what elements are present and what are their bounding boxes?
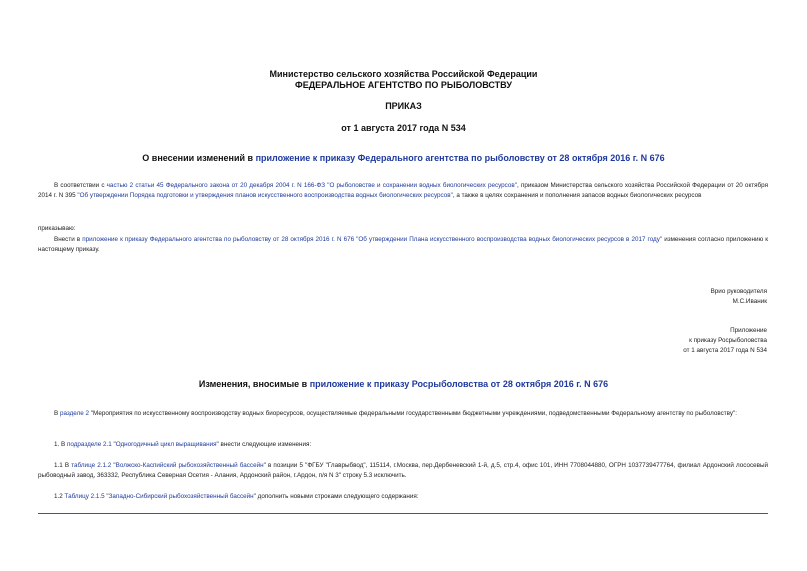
item11-text-2: " xyxy=(111,462,116,469)
preamble-text-1: В соответствии с xyxy=(54,182,107,189)
signature-position: Врио руководителя xyxy=(710,288,767,295)
item11-text-1: 1.1 В xyxy=(54,462,72,469)
item1-text-2: " xyxy=(111,441,116,448)
agency-heading: ФЕДЕРАЛЬНОЕ АГЕНТСТВО ПО РЫБОЛОВСТВУ xyxy=(295,80,512,90)
table-2-1-2-link[interactable]: таблице 2.1.2 xyxy=(71,462,112,469)
item11-text-3: " в позиции 5 "ФГБУ "Главрыбвод", 115114, г.Москва, пер.Дербеневский 1-й, д.5, стр.4, офис 101, ИНН 7708044880, ОГРН 1037739477764, филиал Ардонский лососевый рыбоводный завод, 363332, Республика Северная Осетия - Алания, Ардонский район, г.Ардон, п/я N 3" строку 5.3 исключить. xyxy=(38,462,769,479)
title-link[interactable]: приложение к приказу Федерального агентства по рыболовству от 28 октября 2016 г. N 676 xyxy=(255,153,665,163)
changes-title xyxy=(0,379,807,389)
preamble-text-2: , приказом Министерства сельского хозяйства Российской Федерации от 20 октября 2014 г. N 395 xyxy=(38,182,769,199)
order-paragraph xyxy=(38,235,768,255)
title-text: О внесении изменений в xyxy=(142,153,256,163)
signature-block xyxy=(711,287,767,307)
sec2-text-1: В xyxy=(54,410,60,417)
order-395-link[interactable]: "Об утверждении Порядка подготовки и утверждения планов искусственного воспроизводства водных биологических ресурсов" xyxy=(77,192,453,199)
item1-text-1: 1. В xyxy=(54,441,67,448)
item12-text-1: 1.2 xyxy=(54,493,65,500)
section-2-link[interactable]: разделе 2 xyxy=(59,410,90,417)
west-siberian-link[interactable]: Западно-Сибирский рыбохозяйственный бассейн xyxy=(108,493,254,500)
changes-title-link[interactable]: приложение к приказу Росрыболовства от 28 октября 2016 г. N 676 xyxy=(309,379,609,389)
order-date-number: от 1 августа 2017 года N 534 xyxy=(341,123,466,133)
appendix-line-3: от 1 августа 2017 года N 534 xyxy=(683,347,767,354)
document-title xyxy=(0,153,807,163)
federal-law-link[interactable]: частью 2 статьи 45 Федерального закона от 20 декабря 2004 г. N 166-ФЗ "О рыболовстве и сохранении водных биологических ресурсов" xyxy=(106,182,517,189)
volga-caspian-link[interactable]: Волжско-Каспийский рыбохозяйственный бассейн xyxy=(115,462,264,469)
order-word: приказываю: xyxy=(38,225,76,232)
item-1-paragraph xyxy=(38,440,768,450)
one-year-cycle-link[interactable]: Одногодичный цикл выращивания xyxy=(115,441,217,448)
item-1-2-paragraph xyxy=(38,492,768,502)
sec2-text-2: "Мероприятия по искусственному воспроизводству водных биоресурсов, осуществляемые федеральными государственными бюджетными учреждениями, подведомственными Федеральному агентству по рыболовству": xyxy=(89,410,737,417)
ministry-heading: Министерство сельского хозяйства Российской Федерации xyxy=(269,69,538,79)
order-text-2: изменения согласно приложению к настоящему приказу. xyxy=(38,236,769,253)
page-divider xyxy=(38,513,768,514)
item1-text-3: " внести следующие изменения: xyxy=(216,441,312,448)
preamble-paragraph xyxy=(38,181,768,201)
preamble-text-3: , а также в целях сохранения и пополнения запасов водных биологических ресурсов xyxy=(452,192,702,199)
doc-type-heading: ПРИКАЗ xyxy=(385,101,422,111)
order-text-1: Внести в xyxy=(54,236,83,243)
item12-text-2: " xyxy=(104,493,109,500)
order-676-link[interactable]: приложение к приказу Федерального агентства по рыболовству от 28 октября 2016 г. N 676 "Об утверждении Плана искусственного воспроизводства водных биологических ресурсов в 2017 году" xyxy=(82,236,663,243)
appendix-block xyxy=(683,326,767,356)
changes-title-text: Изменения, вносимые в xyxy=(198,379,310,389)
section-2-paragraph xyxy=(38,409,768,419)
item-1-1-paragraph xyxy=(38,461,768,481)
appendix-line-2: к приказу Росрыболовства xyxy=(689,337,767,344)
table-2-1-5-link[interactable]: Таблицу 2.1.5 xyxy=(64,493,105,500)
signature-name: М.С.Иваник xyxy=(732,298,767,305)
subsection-2-1-link[interactable]: подразделе 2.1 xyxy=(66,441,112,448)
item12-text-3: " дополнить новыми строками следующего содержания: xyxy=(253,493,419,500)
appendix-line-1: Приложение xyxy=(730,327,767,334)
